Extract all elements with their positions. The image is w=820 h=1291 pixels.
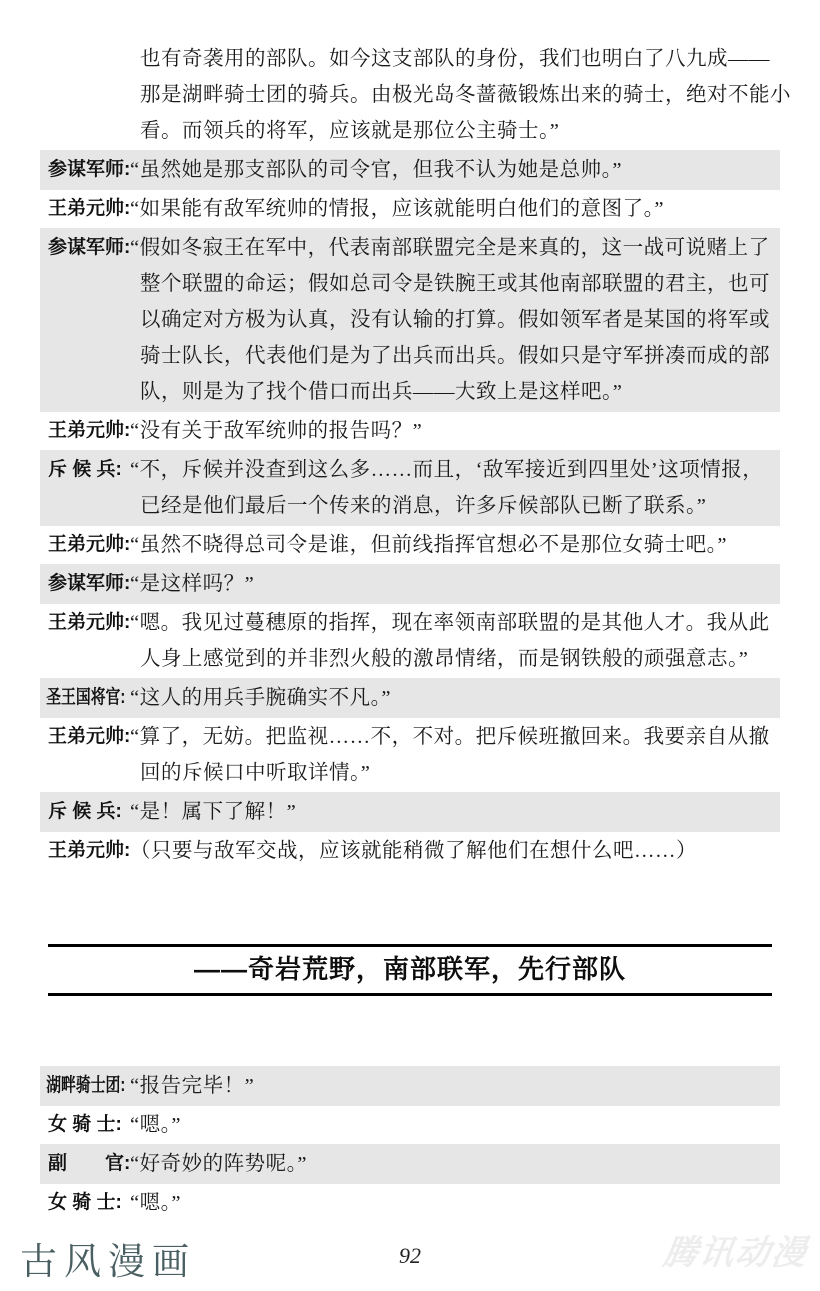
dialogue-row [40,41,791,149]
dialogue-row [40,191,780,227]
speaker-label: 参谋军师: [48,573,131,594]
dialogue-lines [130,605,780,677]
dialogue-line: “算了，无妨。把监视……不，不对。把斥候班撤回来。我要亲自从撤 [130,726,770,748]
dialogue-line: “如果能有敌军统帅的情报，应该就能明白他们的意图了。” [130,198,664,220]
dialogue-line: 看。而领兵的将军，应该就是那位公主骑士。” [140,120,560,142]
dialogue-line: 骑士队长，代表他们是为了出兵而出兵。假如只是守军拼凑而成的部 [140,345,770,367]
dialogue-row [40,792,780,832]
dialogue-row [40,719,780,791]
dialogue-line: “好奇妙的阵势呢。” [130,1153,307,1175]
dialogue-section-top [40,41,791,869]
dialogue-row [40,413,780,449]
dialogue-line: 人身上感觉到的并非烈火般的激昂情绪，而是钢铁般的顽强意志。” [140,648,749,670]
dialogue-line: 以确定对方极为认真，没有认输的打算。假如领军者是某国的将军或 [140,309,770,331]
dialogue-line: “不，斥候并没查到这么多……而且，‘敌军接近到四里处’这项情报， [130,459,764,481]
dialogue-line: 那是湖畔骑士团的骑兵。由极光岛冬蔷薇锻炼出来的骑士，绝对不能小 [140,84,791,106]
dialogue-line: 也有奇袭用的部队。如今这支部队的身份，我们也明白了八九成—— [140,48,770,70]
speaker-label: 湖畔骑士团: [46,1075,126,1096]
scene-heading [48,944,772,996]
speaker-label: 斥 候 兵: [48,459,122,480]
dialogue-line: 已经是他们最后一个传来的消息，许多斥候部队已断了联系。” [140,495,707,517]
speaker-label: 圣王国将官: [46,687,126,708]
dialogue-lines [130,452,780,524]
dialogue-line: “是这样吗？” [130,573,255,595]
tencent-comics-watermark: 腾讯动漫 [660,1234,811,1272]
dialogue-lines [140,41,797,149]
dialogue-line: “假如冬寂王在军中，代表南部联盟完全是来真的，这一战可说赌上了 [130,237,770,259]
dialogue-line: “没有关于敌军统帅的报告吗？” [130,420,423,442]
dialogue-line: “报告完毕！” [130,1075,255,1097]
dialogue-lines [130,527,780,563]
speaker-label: 王弟元帅: [48,198,131,219]
dialogue-row [40,1144,780,1184]
dialogue-row [40,450,780,526]
dialogue-line: “嗯。” [130,1114,181,1136]
speaker-label: 女 骑 士: [48,1114,122,1135]
dialogue-line: “是！属下了解！” [130,801,297,823]
dialogue-lines [130,191,780,227]
dialogue-row [40,678,780,718]
dialogue-line: （只要与敌军交战，应该就能稍微了解他们在想什么吧……） [130,840,697,862]
gufeng-manhua-watermark: 古风漫画 [20,1240,196,1283]
dialogue-row [40,527,780,563]
speaker-label: 王弟元帅: [48,420,131,441]
dialogue-line: 队，则是为了找个借口而出兵——大致上是这样吧。” [140,381,623,403]
dialogue-row [40,150,780,190]
speaker-label: 王弟元帅: [48,534,131,555]
dialogue-lines [130,1068,780,1104]
speaker-label: 王弟元帅: [48,612,131,633]
dialogue-lines [130,413,780,449]
dialogue-row [40,833,780,869]
footer [0,1231,820,1291]
speaker-label: 参谋军师: [48,159,131,180]
dialogue-lines [130,152,780,188]
dialogue-lines [130,566,780,602]
dialogue-row [40,228,780,412]
speaker-label: 副 官: [48,1153,131,1174]
dialogue-line: “嗯。” [130,1192,181,1214]
dialogue-line: “嗯。我见过蔓穗原的指挥，现在率领南部联盟的是其他人才。我从此 [130,612,770,634]
dialogue-lines [130,1146,780,1182]
dialogue-line: “虽然她是那支部队的司令官，但我不认为她是总帅。” [130,159,622,181]
dialogue-lines [130,794,780,830]
dialogue-lines [130,680,780,716]
speaker-label: 斥 候 兵: [48,801,122,822]
speaker-label: 参谋军师: [48,237,131,258]
speaker-label: 女 骑 士: [48,1192,122,1213]
dialogue-lines [130,719,780,791]
dialogue-row [40,564,780,604]
dialogue-lines [130,230,780,410]
speaker-label: 王弟元帅: [48,726,131,747]
dialogue-line: 回的斥候口中听取详情。” [140,762,371,784]
scene-heading-title: ——奇岩荒野，南部联军，先行部队 [193,954,626,984]
dialogue-line: “这人的用兵手腕确实不凡。” [130,687,391,709]
dialogue-lines [130,833,780,869]
dialogue-row [40,1185,780,1221]
dialogue-line: “虽然不晓得总司令是谁，但前线指挥官想必不是那位女骑士吧。” [130,534,727,556]
dialogue-row [40,1066,780,1106]
dialogue-row [40,605,780,677]
speaker-label: 王弟元帅: [48,840,131,861]
dialogue-row [40,1107,780,1143]
dialogue-lines [130,1185,780,1221]
dialogue-lines [130,1107,780,1143]
dialogue-line: 整个联盟的命运；假如总司令是铁腕王或其他南部联盟的君主，也可 [140,273,770,295]
page-number: 92 [399,1243,421,1268]
dialogue-section-bottom [40,1066,780,1221]
